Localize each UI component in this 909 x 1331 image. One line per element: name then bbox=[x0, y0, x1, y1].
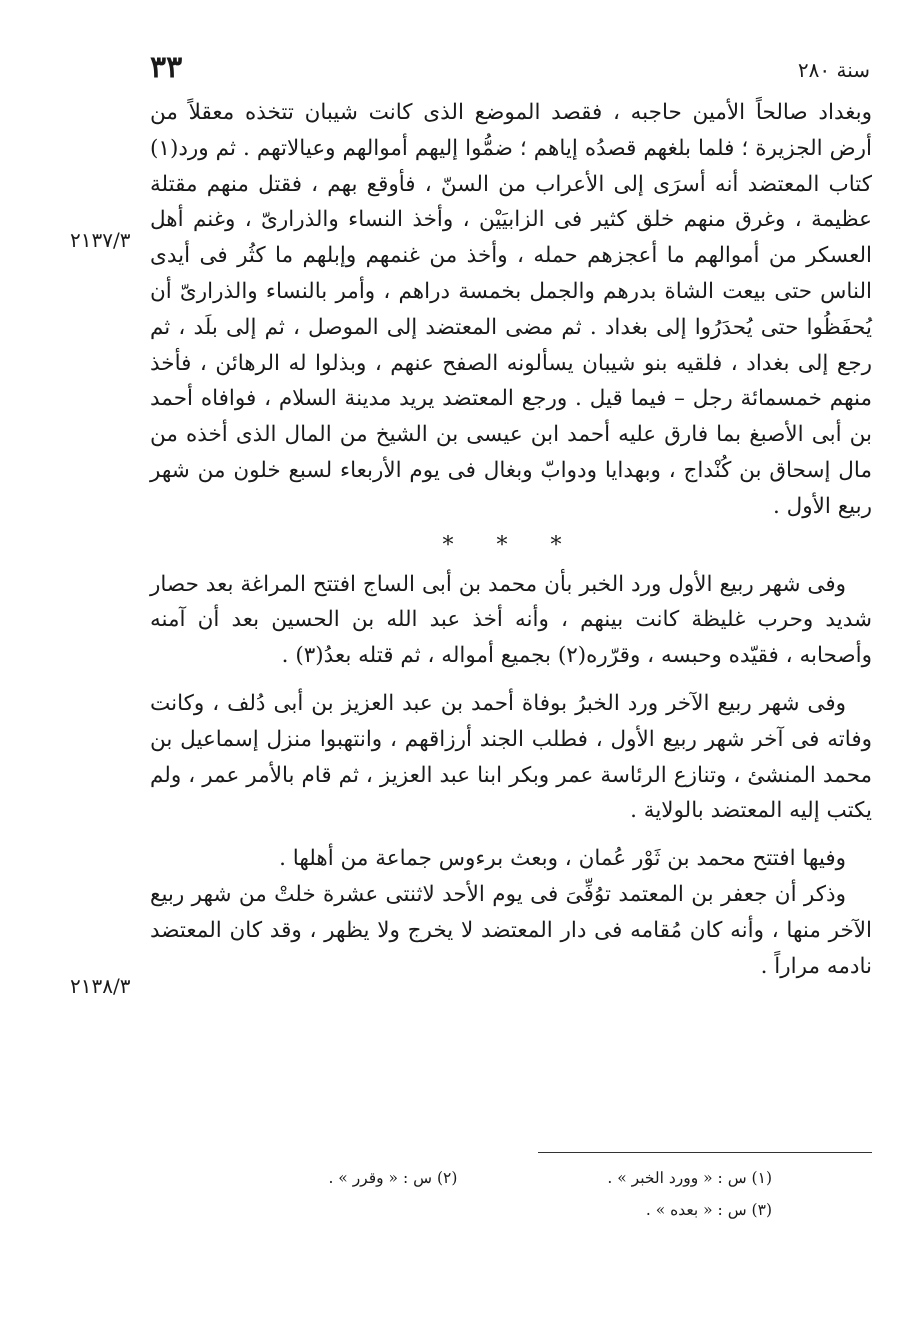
section-separator: * * * bbox=[442, 532, 580, 558]
margin-reference-1: ٢١٣٧/٣ bbox=[70, 228, 131, 252]
paragraph-1: وبغداد صالحاً الأمين حاجبه ، فقصد الموضع الذى كانت شيبان تتخذه معقلاً من أرض الجزيرة ؛ فلما بلغهم قصدُه إياهم ؛ ضمُّوا إليهم أموالهم وعيالاتهم . ثم ورد(١) كتاب المعتضد أنه أسرَى إلى الأعراب من السنّ ، فأوقع بهم ، فقتل منهم مقتلة عظيمة ، وغرق منهم خلق كثير فى الزابيَيْن ، وأخذ النساء والذرارىّ ، وغنم أهل العسكر من أموالهم ما أعجزهم حمله ، وأخذ من غنمهم وإبلهم ما كثُر فى أيدى الناس حتى بيعت الشاة بدرهم والجمل بخمسة دراهم ، وأمر بالنساء والذرارىّ أن يُحفَظُوا حتى يُحدَرُوا إلى بغداد . ثم مضى المعتضد إلى الموصل ، ثم إلى بلَد ، ثم رجع إلى بغداد ، فلقيه بنو شيبان يسألونه الصفح عنهم ، وبذلوا له الرهائن ، فأخذ منهم خمسمائة رجل – فيما قيل . ورجع المعتضد يريد مدينة السلام ، فوافاه أحمد بن أبى الأصبغ بما فارق عليه أحمد ابن عيسى بن الشيخ من المال الذى أخذه من مال إسحاق بن كُنْداج ، وبهدايا ودوابّ وبغال فى يوم الأربعاء لسبع خلون من شهر ربيع الأول . bbox=[150, 100, 872, 519]
footnote-1: (١) س : « وورد الخبر » . bbox=[607, 1169, 772, 1187]
running-head-year: سنة ٢٨٠ bbox=[797, 58, 870, 82]
footnote-row-1 bbox=[200, 1162, 772, 1194]
margin-reference-2: ٢١٣٨/٣ bbox=[70, 974, 131, 998]
footnotes bbox=[200, 1162, 772, 1226]
footnote-spacer bbox=[457, 1162, 607, 1194]
footnote-row-2 bbox=[200, 1194, 772, 1226]
footnote-divider bbox=[538, 1152, 872, 1153]
paragraph-2: وفى شهر ربيع الأول ورد الخبر بأن محمد بن أبى الساج افتتح المراغة بعد حصار شديد وحرب غليظة كانت بينهم ، وأنه أخذ عبد الله بن الحسين بعد أن آمنه وأصحابه ، فقيّده وحبسه ، وقرّره(٢) بجميع أمواله ، ثم قتله بعدُ(٣) . bbox=[150, 571, 872, 669]
main-text bbox=[150, 95, 872, 984]
paragraph-3: وفى شهر ربيع الآخر ورد الخبرُ بوفاة أحمد بن عبد العزيز بن أبى دُلف ، وكانت وفاته فى آخر شهر ربيع الأول ، فطلب الجند أرزاقهم ، وانتهبوا منزل إسماعيل بن محمد المنشئ ، وتنازع الرئاسة عمر وبكر ابنا عبد العزيز ، ثم قام بالأمر عمر ، ولم يكتب إليه المعتضد بالولاية . bbox=[150, 690, 872, 824]
footnote-3: (٣) س : « بعده » . bbox=[645, 1201, 772, 1219]
footnote-2: (٢) س : « وقرر » . bbox=[328, 1169, 458, 1187]
page-number: ٣٣ bbox=[150, 50, 183, 85]
paragraph-5: وذكر أن جعفر بن المعتمد توُفِّىَ فى يوم الأحد لاثنتى عشرة خلتْ من شهر ربيع الآخر منها ، وأنه كان مُقامه فى دار المعتضد لا يخرج ولا يظهر ، وقد كان المعتضد نادمه مراراً . bbox=[150, 881, 872, 979]
paragraph-4: وفيها افتتح محمد بن ثَوْر عُمان ، وبعث برءوس جماعة من أهلها . bbox=[279, 846, 846, 872]
page-header bbox=[150, 50, 870, 90]
